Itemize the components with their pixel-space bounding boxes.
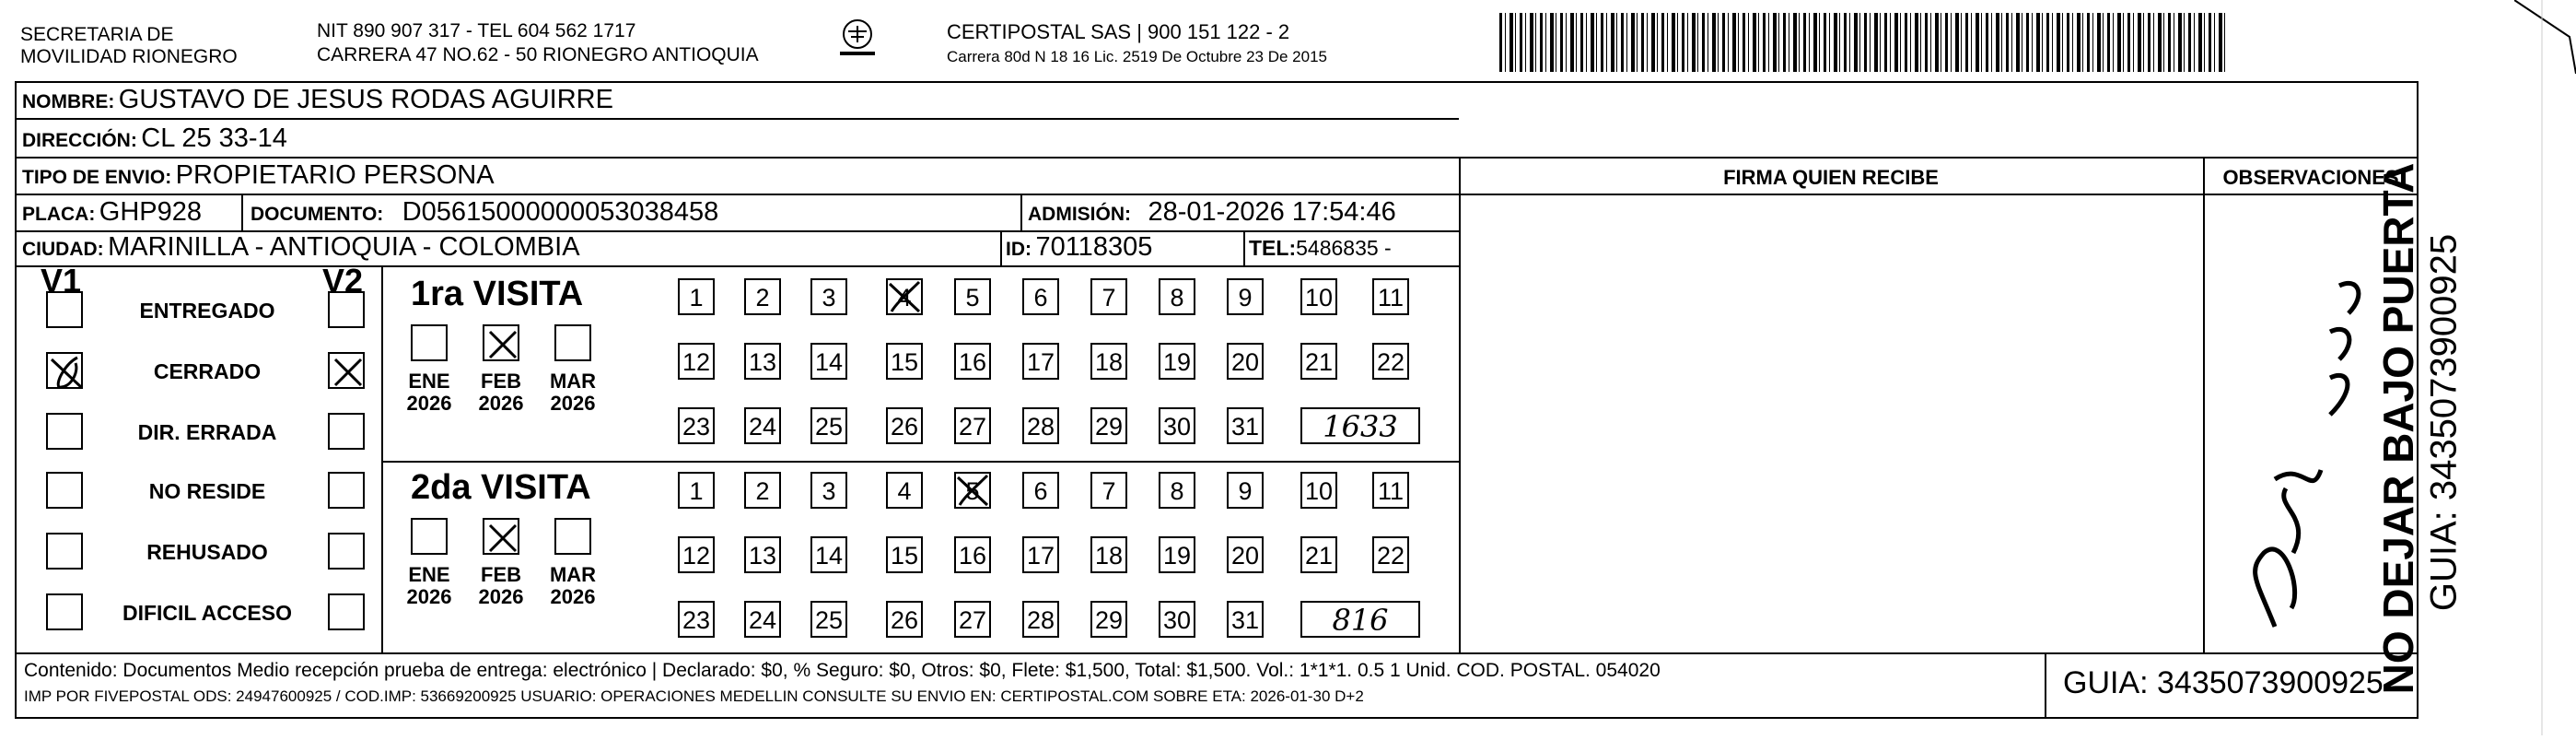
day-cell[interactable]: 17 <box>1022 343 1059 380</box>
day-cell[interactable]: 20 <box>1227 343 1264 380</box>
status-option-label: CERRADO <box>153 359 262 383</box>
v1-checkbox[interactable] <box>46 291 83 328</box>
side-notice: NO DEJAR BAJO PUERTA <box>2374 162 2422 695</box>
month-label: FEB 2026 <box>478 563 524 608</box>
observaciones-label: OBSERVACIONES <box>2222 166 2399 189</box>
direccion-value: CL 25 33-14 <box>141 123 287 153</box>
admision-label: ADMISIÓN: <box>1028 204 1131 225</box>
day-cell[interactable]: 17 <box>1022 536 1059 573</box>
day-cell[interactable]: 11 <box>1372 472 1409 509</box>
nit-block <box>317 20 759 66</box>
day-cell[interactable]: 16 <box>954 343 991 380</box>
tel-row <box>1249 236 1392 261</box>
day-cell[interactable]: 22 <box>1372 536 1409 573</box>
day-cell[interactable]: 9 <box>1227 472 1264 509</box>
id-label: ID: <box>1006 239 1032 260</box>
v1-label: V1 <box>41 262 82 300</box>
courier-block <box>947 20 1327 66</box>
day-cell[interactable]: 29 <box>1090 407 1127 444</box>
month-label: ENE 2026 <box>406 370 452 415</box>
v1-checkbox[interactable] <box>46 413 83 450</box>
month-checkbox[interactable] <box>554 518 591 555</box>
day-cell[interactable]: 4 <box>886 278 923 315</box>
placa-row <box>22 197 202 228</box>
day-cell[interactable]: 2 <box>744 278 781 315</box>
tipo-envio-row <box>22 160 495 191</box>
admision-row <box>1028 197 1396 228</box>
direccion-label: DIRECCIÓN: <box>22 130 137 151</box>
month-checkbox[interactable] <box>554 324 591 361</box>
ciudad-value: MARINILLA - ANTIOQUIA - COLOMBIA <box>108 232 580 262</box>
documento-row <box>251 197 718 228</box>
day-cell[interactable]: 7 <box>1090 278 1127 315</box>
day-cell[interactable]: 26 <box>886 601 923 638</box>
day-cell[interactable]: 26 <box>886 407 923 444</box>
courier-line1: CERTIPOSTAL SAS | 900 151 122 - 2 <box>947 20 1290 43</box>
documento-label: DOCUMENTO: <box>251 204 384 225</box>
day-cell[interactable]: 28 <box>1022 601 1059 638</box>
day-cell[interactable]: 10 <box>1300 472 1337 509</box>
status-option-label: NO RESIDE <box>148 479 266 503</box>
month-checkbox[interactable] <box>483 324 519 361</box>
day-cell[interactable]: 27 <box>954 601 991 638</box>
id-value: 70118305 <box>1035 232 1153 262</box>
v1-checkbox[interactable] <box>46 593 83 630</box>
visit2-title: 2da VISITA <box>411 468 591 507</box>
v1-checkbox[interactable] <box>46 533 83 570</box>
day-cell[interactable]: 23 <box>678 601 715 638</box>
sender-line2: MOVILIDAD RIONEGRO <box>20 46 238 67</box>
month-label: FEB 2026 <box>478 370 524 415</box>
nombre-label: NOMBRE: <box>22 91 115 112</box>
day-cell[interactable]: 20 <box>1227 536 1264 573</box>
month-checkbox[interactable] <box>411 518 448 555</box>
tel-label: TEL: <box>1249 236 1297 260</box>
admision-value: 28-01-2026 17:54:46 <box>1148 197 1396 227</box>
day-cell[interactable]: 14 <box>810 343 847 380</box>
footer-guia: GUIA: 3435073900925 <box>2063 665 2384 700</box>
day-cell[interactable]: 30 <box>1159 601 1195 638</box>
month-checkbox[interactable] <box>483 518 519 555</box>
day-cell[interactable]: 25 <box>810 407 847 444</box>
day-cell[interactable]: 3 <box>810 278 847 315</box>
day-cell[interactable]: 31 <box>1227 601 1264 638</box>
day-cell[interactable]: 6 <box>1022 472 1059 509</box>
firma-label: FIRMA QUIEN RECIBE <box>1723 166 1939 189</box>
day-cell[interactable]: 29 <box>1090 601 1127 638</box>
day-cell[interactable]: 15 <box>886 343 923 380</box>
tipo-value: PROPIETARIO PERSONA <box>175 160 495 190</box>
visit-time: 1633 <box>1300 407 1420 444</box>
month-label: MAR 2026 <box>549 563 597 608</box>
day-cell[interactable]: 24 <box>744 407 781 444</box>
day-cell[interactable]: 1 <box>678 278 715 315</box>
day-cell[interactable]: 18 <box>1090 343 1127 380</box>
footer-line2: IMP POR FIVEPOSTAL ODS: 24947600925 / COD.IMP: 53669200925 USUARIO: OPERACIONES MEDELLIN CONSULTE SU ENVIO EN: CERTIPOSTAL.COM SOBRE ETA: 2026-01-30 D+2 <box>24 687 1364 705</box>
day-cell[interactable]: 2 <box>744 472 781 509</box>
day-cell[interactable]: 8 <box>1159 472 1195 509</box>
nombre-value: GUSTAVO DE JESUS RODAS AGUIRRE <box>118 85 613 114</box>
sender-line1: SECRETARIA DE <box>20 24 174 45</box>
day-cell[interactable]: 25 <box>810 601 847 638</box>
day-cell[interactable]: 19 <box>1159 343 1195 380</box>
tel-value: 5486835 - <box>1296 236 1392 260</box>
corner-fold <box>2514 0 2576 735</box>
day-cell[interactable]: 12 <box>678 536 715 573</box>
day-cell[interactable]: 13 <box>744 536 781 573</box>
ciudad-row <box>22 232 580 263</box>
barcode-icon <box>1499 13 2227 72</box>
sender-block <box>20 24 238 68</box>
day-cell[interactable]: 1 <box>678 472 715 509</box>
v2-checkbox[interactable] <box>328 291 365 328</box>
day-mark <box>954 472 991 513</box>
day-cell[interactable]: 4 <box>886 472 923 509</box>
month-label: ENE 2026 <box>406 563 452 608</box>
day-cell[interactable]: 12 <box>678 343 715 380</box>
certipostal-logo-icon <box>834 18 880 61</box>
placa-value: GHP928 <box>99 197 203 227</box>
status-option-label: DIR. ERRADA <box>137 420 277 444</box>
day-cell[interactable]: 14 <box>810 536 847 573</box>
id-row <box>1006 232 1152 263</box>
day-cell[interactable]: 31 <box>1227 407 1264 444</box>
day-cell[interactable]: 13 <box>744 343 781 380</box>
day-mark <box>886 278 923 320</box>
month-checkbox[interactable] <box>411 324 448 361</box>
day-cell[interactable]: 27 <box>954 407 991 444</box>
tipo-label: TIPO DE ENVIO: <box>22 167 172 188</box>
day-cell[interactable]: 21 <box>1300 536 1337 573</box>
v2-checkbox[interactable] <box>328 593 365 630</box>
day-cell[interactable]: 22 <box>1372 343 1409 380</box>
status-option-label: ENTREGADO <box>139 299 275 323</box>
nit-line1: NIT 890 907 317 - TEL 604 562 1717 <box>317 20 636 41</box>
v2-checkbox[interactable] <box>328 533 365 570</box>
v2-label: V2 <box>322 262 364 300</box>
day-cell[interactable]: 15 <box>886 536 923 573</box>
day-cell[interactable]: 11 <box>1372 278 1409 315</box>
day-cell[interactable]: 18 <box>1090 536 1127 573</box>
status-option-label: DIFICIL ACCESO <box>122 601 292 625</box>
day-cell[interactable]: 24 <box>744 601 781 638</box>
visit1-title: 1ra VISITA <box>411 275 584 313</box>
day-cell[interactable]: 23 <box>678 407 715 444</box>
day-cell[interactable]: 28 <box>1022 407 1059 444</box>
v1-checkbox[interactable] <box>46 352 83 389</box>
v1-checkbox[interactable] <box>46 472 83 509</box>
day-cell[interactable]: 10 <box>1300 278 1337 315</box>
day-cell[interactable]: 3 <box>810 472 847 509</box>
day-cell[interactable]: 8 <box>1159 278 1195 315</box>
day-cell[interactable]: 6 <box>1022 278 1059 315</box>
documento-value: D05615000000053038458 <box>402 197 719 227</box>
nit-line2: CARRERA 47 NO.62 - 50 RIONEGRO ANTIOQUIA <box>317 44 759 65</box>
direccion-row <box>22 123 287 154</box>
ciudad-label: CIUDAD: <box>22 239 104 260</box>
month-label: MAR 2026 <box>549 370 597 415</box>
day-cell[interactable]: 21 <box>1300 343 1337 380</box>
day-cell[interactable]: 19 <box>1159 536 1195 573</box>
day-cell[interactable]: 5 <box>954 472 991 509</box>
v2-checkbox[interactable] <box>328 352 365 389</box>
day-cell[interactable]: 9 <box>1227 278 1264 315</box>
nombre-row <box>22 85 613 115</box>
v2-checkbox[interactable] <box>328 472 365 509</box>
v2-checkbox[interactable] <box>328 413 365 450</box>
day-cell[interactable]: 30 <box>1159 407 1195 444</box>
day-cell[interactable]: 7 <box>1090 472 1127 509</box>
side-guia: GUIA: 3435073900925 <box>2423 233 2465 612</box>
placa-label: PLACA: <box>22 204 96 225</box>
visit-time: 816 <box>1300 601 1420 638</box>
footer-line1: Contenido: Documentos Medio recepción prueba de entrega: electrónico | Declarado: $0, % Seguro: $0, Otros: $0, Flete: $1,500, Total: $1,500. Vol.: 1*1*1. 0.5 1 Unid. COD. POSTAL. 054020 <box>24 660 1661 681</box>
courier-line2: Carrera 80d N 18 16 Lic. 2519 De Octubre 23 De 2015 <box>947 48 1327 65</box>
status-option-label: REHUSADO <box>146 540 268 564</box>
day-cell[interactable]: 16 <box>954 536 991 573</box>
day-cell[interactable]: 5 <box>954 278 991 315</box>
